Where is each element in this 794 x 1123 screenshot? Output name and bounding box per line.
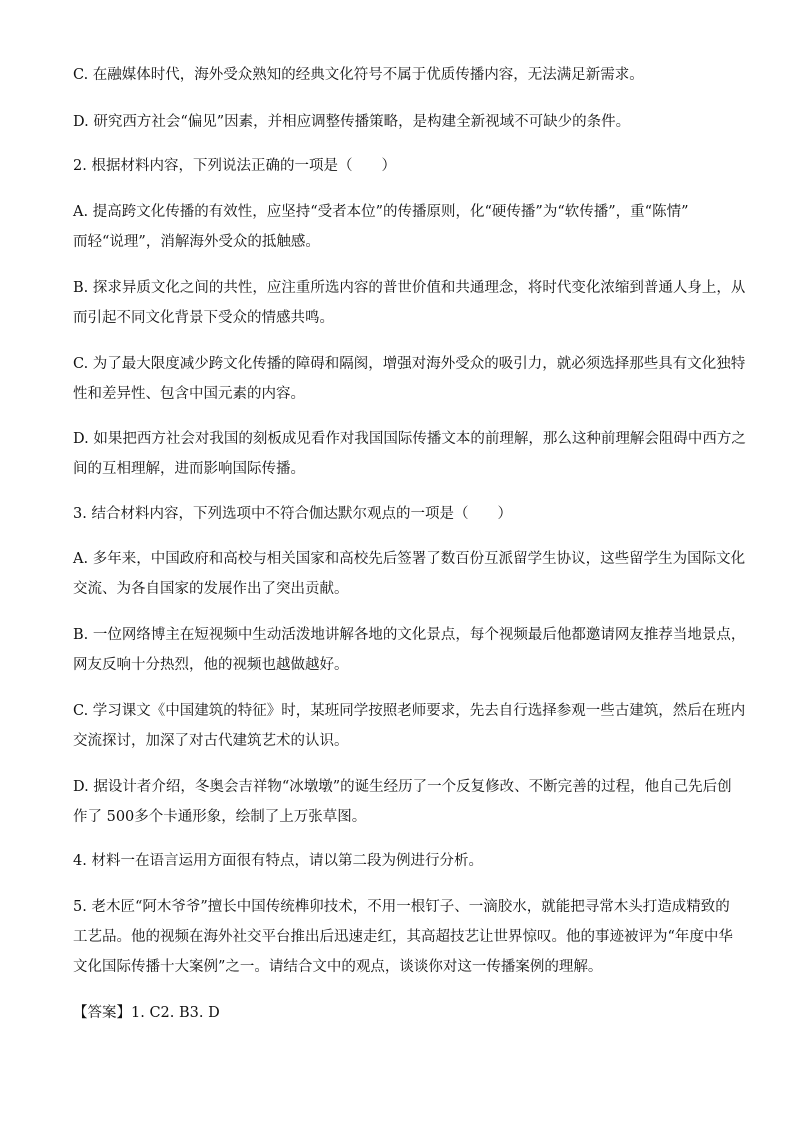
q2-option-d-line2: 间的互相理解，进而影响国际传播。 xyxy=(73,461,305,477)
q2-option-b-line1: B. 探求异质文化之间的共性，应注重所选内容的普世价值和共通理念，将时代变化浓缩到普通人身上，从 xyxy=(73,280,746,296)
q2-option-d-line1: D. 如果把西方社会对我国的刻板成见看作对我国国际传播文本的前理解，那么这种前理解会阻碍中西方之 xyxy=(73,431,746,447)
q2-option-a-line2: 而轻“说理”，消解海外受众的抵触感。 xyxy=(73,234,320,250)
question-5-line3: 文化国际传播十大案例”之一。请结合文中的观点，谈谈你对这一传播案例的理解。 xyxy=(73,959,603,975)
q3-option-d-line1: D. 据设计者介绍，冬奥会吉祥物“冰墩墩”的诞生经历了一个反复修改、不断完善的过程，他自己先后创 xyxy=(73,779,732,795)
answer-text: 1. C2. B3. D xyxy=(131,1005,220,1021)
q3-option-a-line2: 交流、为各自国家的发展作出了突出贡献。 xyxy=(73,581,349,597)
q3-option-d-line2: 作了 500多个卡通形象，绘制了上万张草图。 xyxy=(73,809,367,825)
q2-option-a-line1: A. 提高跨文化传播的有效性，应坚持“受者本位”的传播原则，化“硬传播”为“软传播”，重“陈情” xyxy=(73,204,689,220)
q3-option-b-line2: 网友反响十分热烈，他的视频也越做越好。 xyxy=(73,657,349,673)
question-3-stem: 3. 结合材料内容，下列选项中不符合伽达默尔观点的一项是（ ） xyxy=(73,506,512,522)
question-5-line1: 5. 老木匠“阿木爷爷”擅长中国传统榫卯技术，不用一根钉子、一滴胶水，就能把寻常木头打造成精致的 xyxy=(73,899,730,915)
q2-option-c-line2: 性和差异性、包含中国元素的内容。 xyxy=(73,386,305,402)
q3-option-b-line1: B. 一位网络博主在短视频中生动活泼地讲解各地的文化景点，每个视频最后他都邀请网友推荐当地景点， xyxy=(73,627,746,643)
question-5-line2: 工艺品。他的视频在海外社交平台推出后迅速走红，其高超技艺让世界惊叹。他的事迹被评为“年度中华 xyxy=(73,929,733,945)
question-2-stem: 2. 根据材料内容，下列说法正确的一项是（ ） xyxy=(73,158,396,174)
answer-label: 【答案】 xyxy=(73,1005,131,1021)
q1-option-c: C. 在融媒体时代，海外受众熟知的经典文化符号不属于优质传播内容，无法满足新需求。 xyxy=(73,67,644,83)
q2-option-c-line1: C. 为了最大限度减少跨文化传播的障碍和隔阂，增强对海外受众的吸引力，就必须选择那些具有文化独特 xyxy=(73,356,746,372)
question-4-stem: 4. 材料一在语言运用方面很有特点，请以第二段为例进行分析。 xyxy=(73,853,483,869)
q1-option-d: D. 研究西方社会“偏见”因素，并相应调整传播策略，是构建全新视域不可缺少的条件。 xyxy=(73,114,631,130)
q3-option-c-line2: 交流探讨，加深了对古代建筑艺术的认识。 xyxy=(73,733,349,749)
q3-option-a-line1: A. 多年来，中国政府和高校与相关国家和高校先后签署了数百份互派留学生协议，这些留学生为国际文化 xyxy=(73,551,746,567)
q3-option-c-line1: C. 学习课文《中国建筑的特征》时，某班同学按照老师要求，先去自行选择参观一些古建筑，然后在班内 xyxy=(73,703,746,719)
answer-line xyxy=(73,1004,220,1022)
q2-option-b-line2: 而引起不同文化背景下受众的情感共鸣。 xyxy=(73,310,334,326)
